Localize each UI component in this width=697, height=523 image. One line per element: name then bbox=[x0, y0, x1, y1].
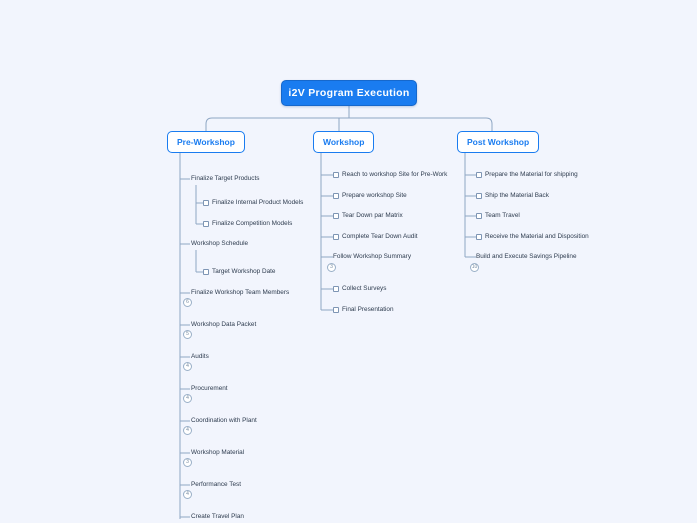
list-item-label: Final Presentation bbox=[342, 306, 394, 313]
list-item[interactable] bbox=[191, 319, 256, 331]
list-item-label: Prepare workshop Site bbox=[342, 192, 407, 199]
checkbox-icon[interactable] bbox=[476, 213, 482, 219]
list-item[interactable] bbox=[203, 266, 275, 278]
collapse-badge[interactable]: 4 bbox=[183, 426, 192, 435]
list-item[interactable] bbox=[333, 190, 407, 202]
list-item-label: Reach to workshop Site for Pre-Work bbox=[342, 171, 448, 178]
list-item-label: Finalize Internal Product Models bbox=[212, 199, 304, 206]
checkbox-icon[interactable] bbox=[203, 269, 209, 275]
root-node-label: i2V Program Execution bbox=[288, 87, 410, 99]
list-item[interactable] bbox=[333, 304, 394, 316]
collapse-badge[interactable]: 4 bbox=[183, 362, 192, 371]
list-item-label: Create Travel Plan bbox=[191, 513, 244, 520]
collapse-badge[interactable]: 3 bbox=[183, 458, 192, 467]
list-item-label: Team Travel bbox=[485, 212, 520, 219]
root-node[interactable] bbox=[281, 80, 417, 106]
list-item[interactable] bbox=[476, 251, 577, 263]
collapse-badge[interactable]: 4 bbox=[183, 394, 192, 403]
checkbox-icon[interactable] bbox=[333, 193, 339, 199]
branch-node-post-workshop[interactable] bbox=[457, 131, 539, 153]
list-item[interactable] bbox=[191, 479, 241, 491]
branch-node-workshop[interactable] bbox=[313, 131, 374, 153]
list-item-label: Target Workshop Date bbox=[212, 268, 276, 275]
list-item[interactable] bbox=[203, 197, 303, 209]
checkbox-icon[interactable] bbox=[476, 193, 482, 199]
list-item[interactable] bbox=[191, 238, 248, 250]
list-item-label: Procurement bbox=[191, 385, 228, 392]
collapse-badge[interactable]: 4 bbox=[183, 490, 192, 499]
list-item-label: Complete Tear Down Audit bbox=[342, 233, 418, 240]
checkbox-icon[interactable] bbox=[203, 221, 209, 227]
list-item[interactable] bbox=[333, 251, 411, 263]
checkbox-icon[interactable] bbox=[476, 172, 482, 178]
list-item-label: Receive the Material and Disposition bbox=[485, 233, 589, 240]
list-item[interactable] bbox=[191, 415, 257, 427]
list-item-label: Audits bbox=[191, 353, 209, 360]
list-item[interactable] bbox=[333, 231, 418, 243]
list-item-label: Follow Workshop Summary bbox=[333, 253, 412, 260]
branch-node-pre-workshop[interactable] bbox=[167, 131, 245, 153]
list-item-label: Build and Execute Savings Pipeline bbox=[476, 253, 577, 260]
list-item[interactable] bbox=[476, 169, 578, 181]
list-item-label: Prepare the Material for shipping bbox=[485, 171, 578, 178]
list-item[interactable] bbox=[476, 210, 520, 222]
list-item-label: Tear Down par Matrix bbox=[342, 212, 403, 219]
branch-label: Post Workshop bbox=[467, 137, 530, 147]
list-item[interactable] bbox=[191, 447, 244, 459]
list-item[interactable] bbox=[191, 287, 289, 299]
collapse-badge[interactable]: 5 bbox=[183, 330, 192, 339]
list-item-label: Collect Surveys bbox=[342, 285, 387, 292]
list-item-label: Coordination with Plant bbox=[191, 417, 257, 424]
list-item[interactable] bbox=[203, 218, 292, 230]
list-item-label: Ship the Material Back bbox=[485, 192, 549, 199]
branch-label: Workshop bbox=[323, 137, 365, 147]
checkbox-icon[interactable] bbox=[333, 234, 339, 240]
list-item-label: Performance Test bbox=[191, 481, 241, 488]
list-item[interactable] bbox=[476, 190, 549, 202]
collapse-badge[interactable]: 10 bbox=[471, 264, 478, 270]
checkbox-icon[interactable] bbox=[333, 286, 339, 292]
collapse-badge[interactable]: 6 bbox=[183, 298, 192, 307]
list-item-label: Workshop Data Packet bbox=[191, 321, 257, 328]
checkbox-icon[interactable] bbox=[333, 307, 339, 313]
list-item[interactable] bbox=[191, 383, 228, 395]
checkbox-icon[interactable] bbox=[203, 200, 209, 206]
list-item[interactable] bbox=[191, 173, 259, 185]
collapse-badge[interactable]: 3 bbox=[327, 263, 336, 272]
list-item-label: Workshop Schedule bbox=[191, 240, 249, 247]
list-item[interactable] bbox=[333, 210, 403, 222]
checkbox-icon[interactable] bbox=[476, 234, 482, 240]
list-item[interactable] bbox=[333, 283, 386, 295]
list-item[interactable] bbox=[333, 169, 447, 181]
list-item-label: Finalize Target Products bbox=[191, 175, 260, 182]
checkbox-icon[interactable] bbox=[333, 213, 339, 219]
branch-label: Pre-Workshop bbox=[177, 137, 235, 147]
list-item-label: Finalize Competition Models bbox=[212, 220, 293, 227]
checkbox-icon[interactable] bbox=[333, 172, 339, 178]
list-item-label: Workshop Material bbox=[191, 449, 245, 456]
list-item[interactable] bbox=[191, 351, 209, 363]
list-item-label: Finalize Workshop Team Members bbox=[191, 289, 290, 296]
list-item[interactable] bbox=[476, 231, 589, 243]
list-item[interactable] bbox=[191, 511, 244, 523]
